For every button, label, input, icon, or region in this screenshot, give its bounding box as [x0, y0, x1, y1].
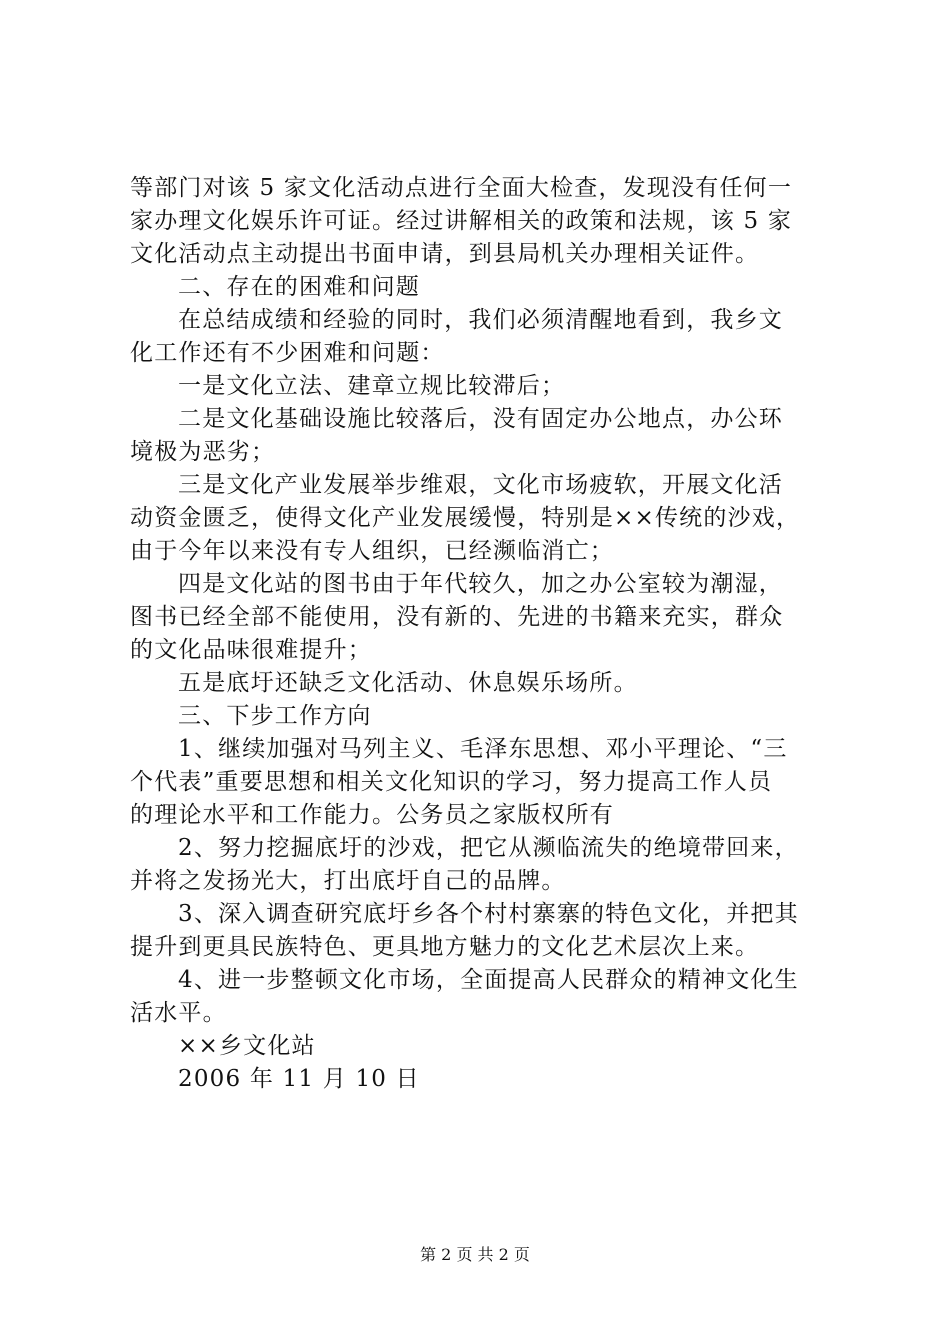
text-line: 的文化品味很难提升；	[130, 637, 372, 663]
text-line: 境极为恶劣；	[130, 439, 276, 465]
text-line: 四是文化站的图书由于年代较久，加之办公室较为潮湿，	[178, 571, 783, 597]
text-line: 4、进一步整顿文化市场，全面提高人民群众的精神文化生	[178, 967, 799, 993]
text-line: 并将之发扬光大，打出底圩自己的品牌。	[130, 868, 566, 894]
text-line: 化工作还有不少困难和问题：	[130, 340, 445, 366]
text-line: 五是底圩还缺乏文化活动、休息娱乐场所。	[178, 670, 638, 696]
document-body	[130, 172, 830, 1096]
text-line: 二是文化基础设施比较落后，没有固定办公地点，办公环	[178, 406, 783, 432]
text-line: 提升到更具民族特色、更具地方魅力的文化艺术层次上来。	[130, 934, 760, 960]
text-line: 动资金匮乏，使得文化产业发展缓慢，特别是××传统的沙戏，	[130, 505, 801, 531]
text-line: 1、继续加强对马列主义、毛泽东思想、邓小平理论、“三	[178, 736, 788, 762]
page-footer: 第 2 页 共 2 页	[420, 1245, 530, 1264]
text-line: 三、下步工作方向	[178, 703, 372, 729]
text-line: 活水平。	[130, 1000, 227, 1026]
text-line: ××乡文化站	[178, 1033, 316, 1059]
text-line: 一是文化立法、建章立规比较滞后；	[178, 373, 566, 399]
text-line: 三是文化产业发展举步维艰，文化市场疲软，开展文化活	[178, 472, 783, 498]
text-line: 在总结成绩和经验的同时，我们必须清醒地看到，我乡文	[178, 307, 783, 333]
text-line: 文化活动点主动提出书面申请，到县局机关办理相关证件。	[130, 241, 760, 267]
text-line: 图书已经全部不能使用，没有新的、先进的书籍来充实，群众	[130, 604, 784, 630]
text-line: 的理论水平和工作能力。公务员之家版权所有	[130, 802, 614, 828]
text-line: 二、存在的困难和问题	[178, 274, 420, 300]
text-line: 由于今年以来没有专人组织，已经濒临消亡；	[130, 538, 614, 564]
text-line: 2、努力挖掘底圩的沙戏，把它从濒临流失的绝境带回来，	[178, 835, 799, 861]
text-line: 等部门对该 5 家文化活动点进行全面大检查，发现没有任何一	[130, 175, 793, 201]
text-line: 2006 年 11 月 10 日	[178, 1066, 420, 1092]
text-line: 家办理文化娱乐许可证。经过讲解相关的政策和法规，该 5 家	[130, 208, 793, 234]
text-line: 3、深入调查研究底圩乡各个村村寨寨的特色文化，并把其	[178, 901, 799, 927]
text-line: 个代表”重要思想和相关文化知识的学习，努力提高工作人员	[130, 769, 773, 795]
